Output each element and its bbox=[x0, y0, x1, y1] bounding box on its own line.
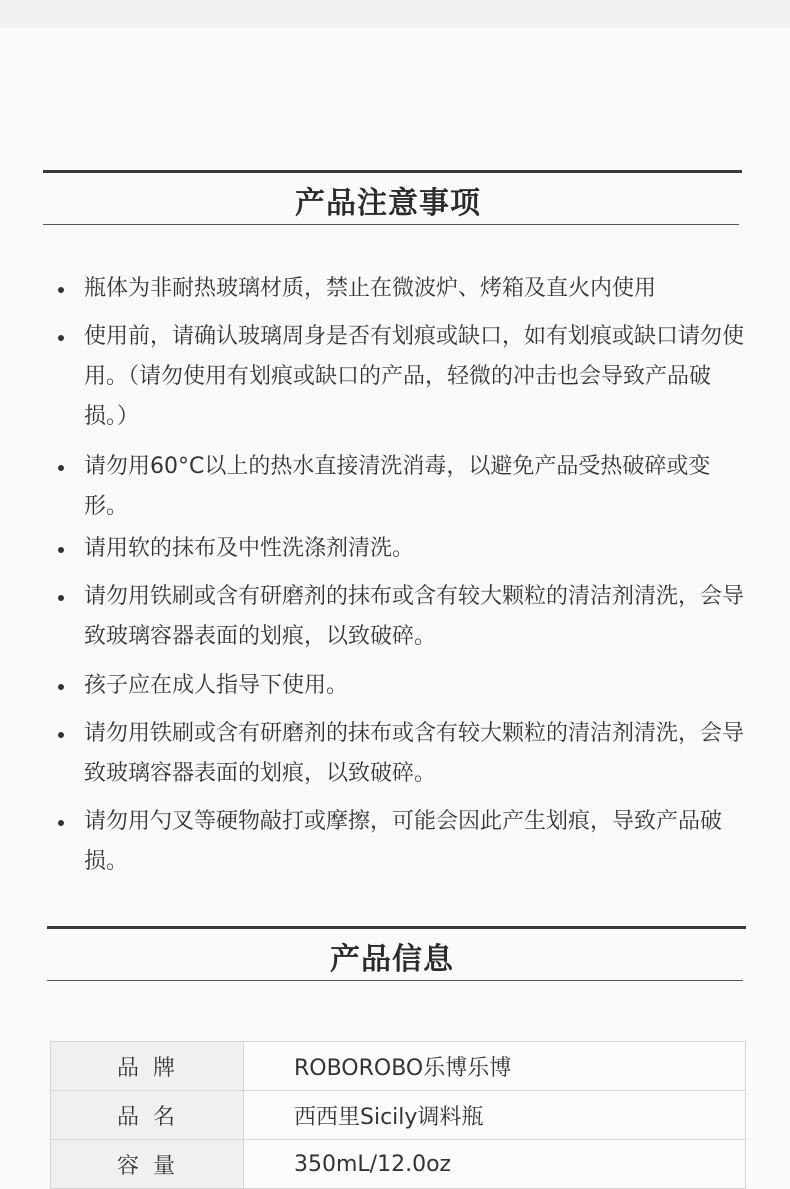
bullet-icon bbox=[58, 547, 64, 553]
notes-section-header bbox=[43, 170, 743, 228]
table-row bbox=[51, 1091, 746, 1140]
bullet-icon bbox=[58, 820, 64, 826]
header-rule-top bbox=[47, 926, 746, 929]
bullet-icon bbox=[58, 465, 64, 471]
note-text: 请勿用60°C以上的热水直接清洗消毒，以避免产品受热破碎或变形。 bbox=[84, 454, 711, 519]
info-section-title: 产品信息 bbox=[330, 942, 454, 977]
list-item bbox=[84, 317, 744, 437]
info-value: 350mL/12.0oz bbox=[244, 1140, 746, 1189]
info-label: 容量 bbox=[51, 1140, 244, 1189]
product-info-table bbox=[50, 1041, 746, 1189]
bullet-icon bbox=[58, 595, 64, 601]
note-text: 使用前，请确认玻璃周身是否有划痕或缺口，如有划痕或缺口请勿使用。（请勿使用有划痕或缺口的产品，轻微的冲击也会导致产品破损。） bbox=[84, 324, 745, 429]
info-value: 西西里Sicily调料瓶 bbox=[244, 1091, 746, 1140]
bullet-icon bbox=[58, 732, 64, 738]
table-row bbox=[51, 1042, 746, 1091]
top-bar bbox=[0, 0, 790, 28]
list-item bbox=[84, 714, 744, 794]
note-text: 请用软的抹布及中性洗涤剂清洗。 bbox=[84, 536, 415, 561]
bullet-icon bbox=[58, 287, 64, 293]
note-text: 请勿用铁刷或含有研磨剂的抹布或含有较大颗粒的清洁剂清洗，会导致玻璃容器表面的划痕，以致破碎。 bbox=[84, 584, 745, 649]
info-label: 品名 bbox=[51, 1091, 244, 1140]
table-row bbox=[51, 1140, 746, 1189]
notes-section-title: 产品注意事项 bbox=[295, 186, 481, 221]
list-item bbox=[84, 269, 744, 309]
bullet-icon bbox=[58, 684, 64, 690]
header-rule-top bbox=[43, 170, 742, 173]
list-item bbox=[84, 577, 744, 657]
note-text: 孩子应在成人指导下使用。 bbox=[84, 673, 349, 698]
info-value: ROBOROBO乐博乐博 bbox=[244, 1042, 746, 1091]
list-item bbox=[84, 447, 744, 527]
note-text: 瓶体为非耐热玻璃材质，禁止在微波炉、烤箱及直火内使用 bbox=[84, 276, 657, 301]
note-text: 请勿用铁刷或含有研磨剂的抹布或含有较大颗粒的清洁剂清洗，会导致玻璃容器表面的划痕，以致破碎。 bbox=[84, 721, 745, 786]
info-section-header bbox=[47, 926, 747, 984]
header-rule-bottom bbox=[43, 224, 739, 225]
bullet-icon bbox=[58, 335, 64, 341]
note-text: 请勿用勺叉等硬物敲打或摩擦，可能会因此产生划痕，导致产品破损。 bbox=[84, 809, 723, 874]
list-item bbox=[84, 529, 744, 569]
info-label: 品牌 bbox=[51, 1042, 244, 1091]
header-rule-bottom bbox=[47, 980, 743, 981]
list-item bbox=[84, 666, 744, 706]
list-item bbox=[84, 802, 744, 882]
